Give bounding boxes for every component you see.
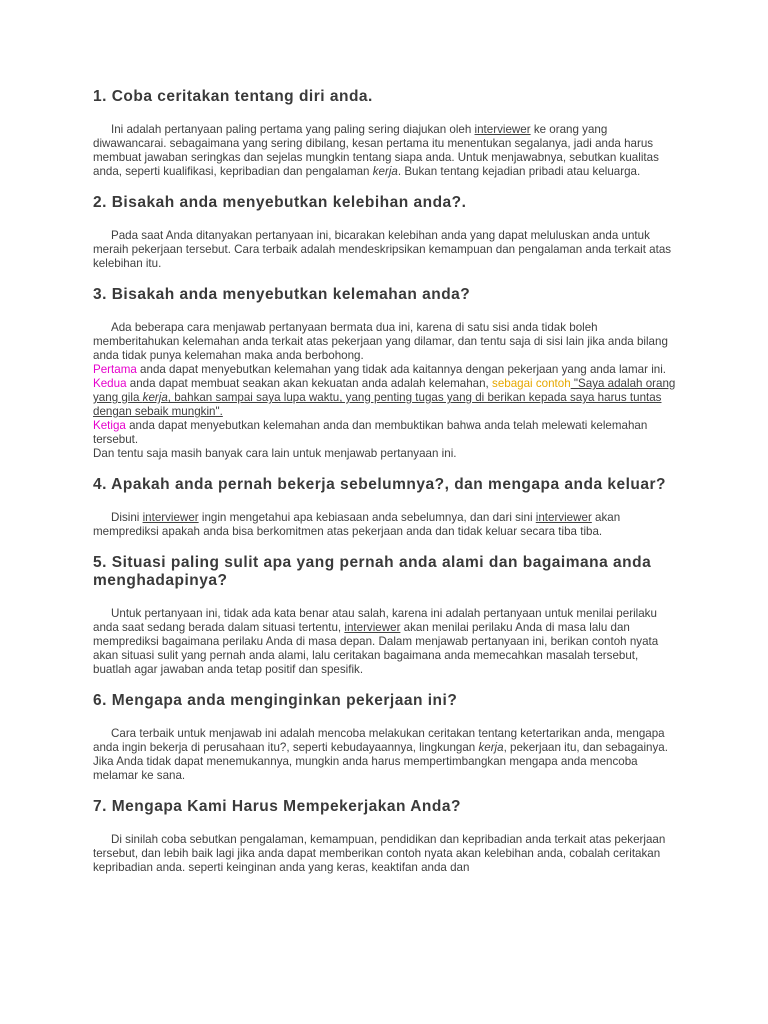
question-5-title: 5. Situasi paling sulit apa yang pernah anda alami dan bagaimana anda menghadapinya?	[93, 554, 652, 589]
point-pertama	[93, 363, 678, 377]
question-3-title: 3. Bisakah anda menyebutkan kelemahan anda?	[93, 286, 471, 303]
kedua-label: Kedua	[93, 377, 127, 390]
text-span: "Saya adalah orang yang gila	[93, 377, 676, 404]
text-span: ingin mengetahui apa kebiasaan anda sebelumnya, dan dari sini	[198, 511, 536, 524]
interviewer-link[interactable]: interviewer	[142, 511, 199, 524]
text-span: kerja	[478, 741, 504, 754]
point-ketiga	[93, 419, 678, 447]
question-6-title: 6. Mengapa anda menginginkan pekerjaan ini?	[93, 692, 458, 709]
question-3-intro: Ada beberapa cara menjawab pertanyaan bermata dua ini, karena di satu sisi anda tidak boleh memberitahukan kelemahan anda terkait atas pekerjaan yang dilamar, dan tentu saja di sisi lain jika anda bilang anda tidak punya kelemahan maka anda berbohong.	[93, 321, 668, 362]
example-label: sebagai contoh	[492, 377, 571, 390]
text-span: anda dapat membuat seakan akan kekuatan anda adalah kelemahan,	[126, 377, 493, 390]
interviewer-link[interactable]: interviewer	[535, 511, 592, 524]
text-span: Disini	[111, 511, 143, 524]
text-span: kerja	[142, 391, 168, 404]
text-span: , bahkan sampai saya lupa waktu, yang penting tugas yang di berikan kepada saya harus tuntas dengan sebaik mungkin".	[93, 391, 662, 418]
text-span: Cara terbaik untuk menjawab ini adalah mencoba melakukan ceritakan tentang ketertarikan anda, mengapa anda ingin bekerja di perusahaan itu?, seperti kebudayaannya, lingkungan	[93, 727, 665, 754]
text-span: Ini adalah pertanyaan paling pertama yang paling sering diajukan oleh	[111, 123, 475, 136]
document-page	[93, 88, 678, 890]
question-6-answer	[93, 727, 678, 783]
question-4-answer	[93, 511, 678, 539]
text-span: ke orang yang diwawancarai. sebagaimana yang sering dibilang, kesan pertama itu menentukan segalanya, jadi anda harus membuat jawaban seringkas dan sejelas mungkin tentang siapa anda. Untuk menjawabnya, sebutkan kualitas anda, seperti kualifikasi, kepribadian dan pengalaman	[93, 123, 659, 178]
question-5-answer	[93, 607, 678, 677]
question-7-answer: Di sinilah coba sebutkan pengalaman, kemampuan, pendidikan dan kepribadian anda terkait atas pekerjaan tersebut, dan lebih baik lagi jika anda dapat memberikan contoh nyata akan kelebihan anda, cobalah ceritakan kepribadian anda. seperti keinginan anda yang keras, keaktifan anda dan	[93, 833, 666, 874]
question-3-answer	[93, 321, 678, 461]
question-2-answer: Pada saat Anda ditanyakan pertanyaan ini, bicarakan kelebihan anda yang dapat meluluskan anda untuk meraih pekerjaan tersebut. Cara terbaik adalah mendeskripsikan kemampuan dan pengalaman anda terkait atas kelebihan itu.	[93, 229, 672, 270]
point-kedua	[93, 377, 678, 419]
pertama-label: Pertama	[93, 363, 137, 376]
text-span: akan memprediksi apakah anda bisa berkomitmen atas pekerjaan anda dan tidak keluar secara tiba tiba.	[93, 511, 621, 538]
text-span: anda dapat menyebutkan kelemahan anda dan membuktikan bahwa anda telah melewati kelemahan tersebut.	[93, 419, 648, 446]
text-span: akan menilai perilaku Anda di masa lalu dan memprediksi bagaimana perilaku Anda di masa depan. Dalam menjawab pertanyaan ini, berikan contoh nyata akan situasi sulit yang pernah anda alami, lalu ceritakan bagaimana anda memecahkan masalah tersebut, buatlah agar jawaban anda tetap positif dan spesifik.	[93, 621, 659, 676]
interviewer-link[interactable]: interviewer	[344, 621, 401, 634]
text-span: Untuk pertanyaan ini, tidak ada kata benar atau salah, karena ini adalah pertanyaan untuk menilai perilaku anda saat sedang berada dalam situasi tertentu,	[93, 607, 657, 634]
question-4-title: 4. Apakah anda pernah bekerja sebelumnya?, dan mengapa anda keluar?	[93, 476, 667, 493]
kerja-link: kerja	[372, 165, 398, 178]
question-1-title: 1. Coba ceritakan tentang diri anda.	[93, 88, 373, 105]
question-3-closing: Dan tentu saja masih banyak cara lain untuk menjawab pertanyaan ini.	[93, 447, 457, 460]
text-span: anda dapat menyebutkan kelemahan yang tidak ada kaitannya dengan pekerjaan yang anda lamar ini.	[136, 363, 667, 376]
text-span: . Bukan tentang kejadian pribadi atau keluarga.	[397, 165, 641, 178]
interviewer-link[interactable]: interviewer	[474, 123, 531, 136]
question-1-answer	[93, 123, 678, 179]
text-span: , pekerjaan itu, dan sebagainya. Jika Anda tidak dapat menemukannya, mungkin anda harus mempertimbangkan mengapa anda mencoba melamar ke sana.	[93, 741, 668, 782]
question-2-title: 2. Bisakah anda menyebutkan kelebihan anda?.	[93, 194, 467, 211]
ketiga-label: Ketiga	[93, 419, 126, 432]
question-7-title: 7. Mengapa Kami Harus Mempekerjakan Anda?	[93, 798, 461, 815]
